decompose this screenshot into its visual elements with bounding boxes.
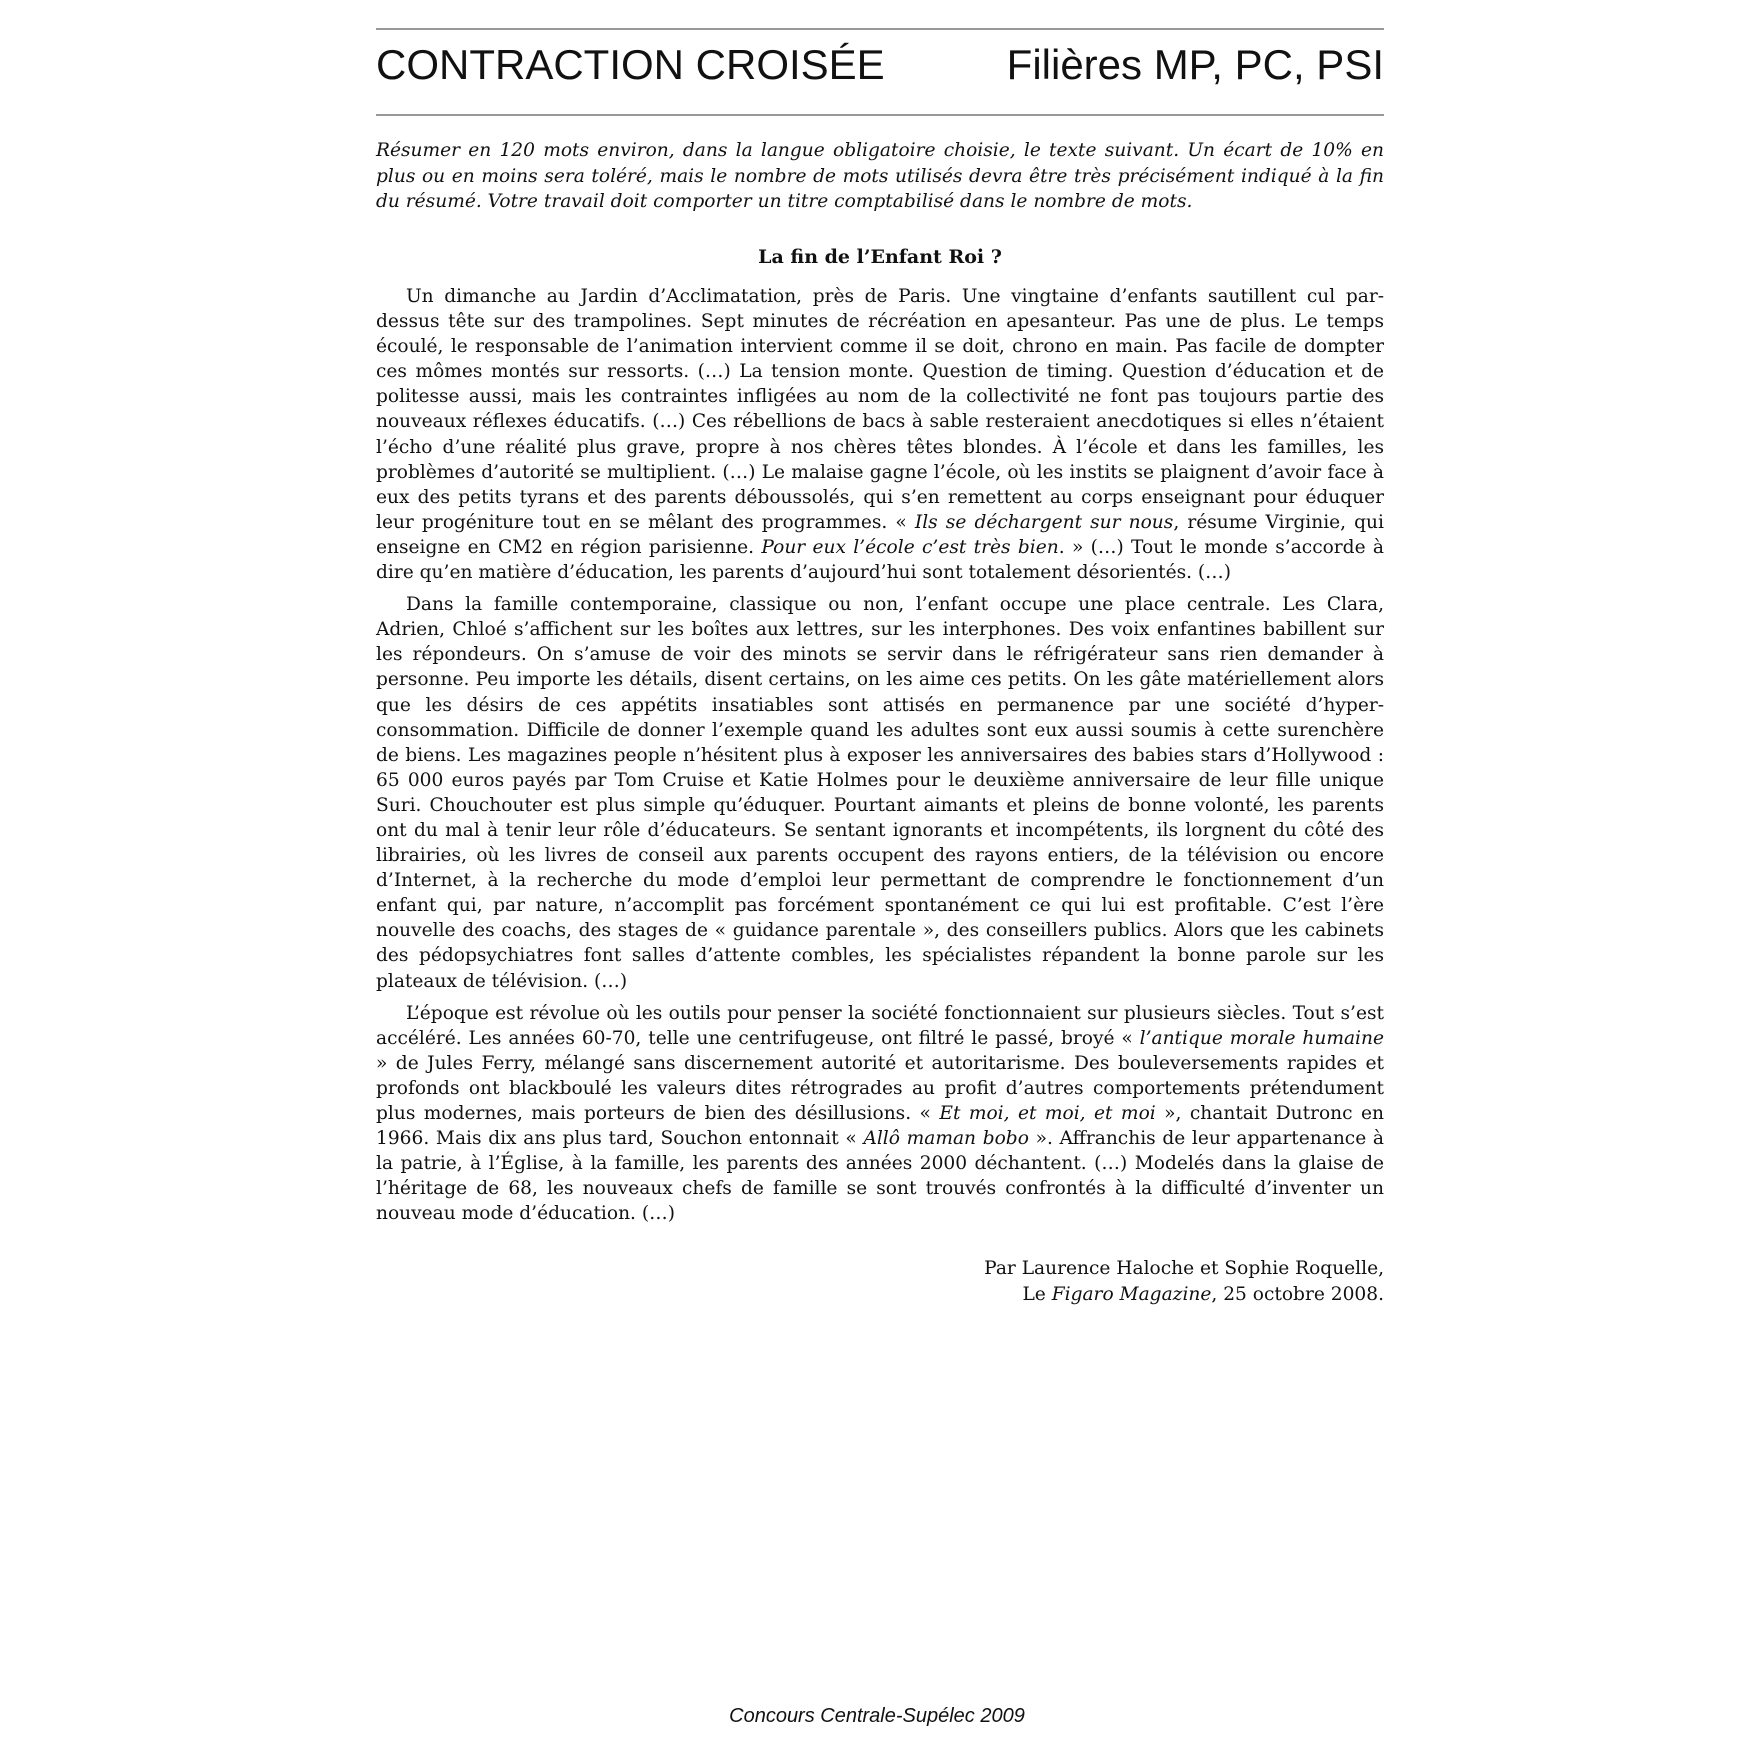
text-run: », chantait Dutronc en 1966. Mais dix ans plus tard, Souchon entonnait «: [376, 1103, 1384, 1150]
text-run: ». Affranchis de leur appartenance à la patrie, à l’Église, à la famille, les parents des années 2000 déchantent. (…) Modelés dans la glaise de l’héritage de 68, les nouveaux chefs de famille se sont trouvés confrontés à la difficulté d’inventer un nouveau mode d’éducation. (…): [376, 1128, 1384, 1225]
quote-run: Allô maman bobo: [863, 1128, 1029, 1150]
publication-date: , 25 octobre 2008.: [1211, 1283, 1384, 1305]
page-footer: Concours Centrale-Supélec 2009: [729, 1705, 1025, 1727]
text-run: » de Jules Ferry, mélangé sans discernement autorité et autoritarisme. Des bouleversements rapides et profonds ont blackboulé les valeurs dites rétrogrades au profit d’autres comportements prétendument plus modernes, mais porteurs de bien des désillusions. «: [376, 1052, 1384, 1124]
attribution: [376, 1256, 1384, 1306]
magazine-name: Figaro Magazine: [1051, 1283, 1212, 1305]
exam-page: [376, 28, 1384, 1307]
article-paragraph-1: [376, 284, 1384, 585]
quote-run: Ils se déchargent sur nous: [914, 511, 1174, 533]
article-paragraph-2: Dans la famille contemporaine, classique ou non, l’enfant occupe une place centrale. Les Clara, Adrien, Chloé s’affichent sur les boîtes aux lettres, sur les interphones. Des voix enfantines babillent sur les répondeurs. On s’amuse de voir des minots se servir dans le réfrigérateur sans rien demander à personne. Peu importe les détails, disent certains, on les aime ces petits. On les gâte matériellement alors que les désirs de ces appétits insatiables sont attisés en permanence par une société d’hyper-consommation. Difficile de donner l’exemple quand les adultes sont eux aussi soumis à cette surenchère de biens. Les magazines people n’hésitent plus à exposer les anniversaires des babies stars d’Hollywood : 65 000 euros payés par Tom Cruise et Katie Holmes pour le deuxième anniversaire de leur fille unique Suri. Chouchouter est plus simple qu’éduquer. Pourtant aimants et pleins de bonne volonté, les parents ont du mal à tenir leur rôle d’éducateurs. Se sentant ignorants et incompétents, ils lorgnent du côté des librairies, où les livres de conseil aux parents occupent des rayons entiers, de la télévision ou encore d’Internet, à la recherche du mode d’emploi leur permettant de comprendre le fonctionnement d’un enfant qui, par nature, n’accomplit pas forcément spontanément ce qui lui est profitable. C’est l’ère nouvelle des coachs, des stages de « guidance parentale », des conseillers publics. Alors que les cabinets des pédopsychiatres font salles d’attente combles, les spécialistes répandent la bonne parole sur les plateaux de télévision. (…): [376, 594, 1384, 992]
text-run: L’époque est révolue où les outils pour penser la société fonctionnaient sur plusieurs siècles. Tout s’est accéléré. Les années 60-70, telle une centrifugeuse, ont filtré le passé, broyé «: [376, 1002, 1384, 1049]
article-title: La fin de l’Enfant Roi ?: [758, 246, 1002, 268]
text-run: . » (…) Tout le monde s’accorde à dire qu’en matière d’éducation, les parents d’aujourd’hui sont totalement désorientés. (…): [376, 536, 1384, 584]
quote-run: Et moi, et moi, et moi: [939, 1103, 1156, 1124]
quote-run: l’antique morale humaine: [1139, 1027, 1384, 1049]
exam-title: CONTRACTION CROISÉE: [376, 41, 885, 88]
text-run: , résume Virginie, qui enseigne en CM2 en région parisienne.: [376, 511, 1384, 558]
article-paragraph-3: [376, 1001, 1384, 1227]
source: [376, 1282, 1384, 1307]
text-run: Un dimanche au Jardin d’Acclimatation, près de Paris. Une vingtaine d’enfants sautillent cul par-dessus tête sur des trampolines. Sept minutes de récréation en apesanteur. Pas une de plus. Le temps écoulé, le responsable de l’animation intervient comme il se doit, chrono en main. Pas facile de dompter ces mômes montés sur ressorts. (…) La tension monte. Question de timing. Question d’éducation et de politesse aussi, mais les contraintes infligées au nom de la collectivité ne font pas toujours partie des nouveaux réflexes éducatifs. (…) Ces rébellions de bacs à sable resteraient anecdotiques si elles n’étaient l’écho d’une réalité plus grave, propre à nos chères têtes blondes. À l’école et dans les familles, les problèmes d’autorité se multiplient. (…) Le malaise gagne l’école, où les instits se plaignent d’avoir face à eux des petits tyrans et des parents déboussolés, qui s’en remettent au corps enseignant pour éduquer leur progéniture tout en se mêlant des programmes. «: [376, 286, 1384, 533]
source-prefix: Le: [1022, 1283, 1052, 1305]
exam-streams: Filières MP, PC, PSI: [1006, 41, 1384, 88]
header-rule: [376, 114, 1384, 116]
instructions: Résumer en 120 mots environ, dans la langue obligatoire choisie, le texte suivant. Un écart de 10% en plus ou en moins sera toléré, mais le nombre de mots utilisés devra être très précisément indiqué à la fin du résumé. Votre travail doit comporter un titre comptabilisé dans le nombre de mots.: [376, 140, 1384, 212]
authors: Par Laurence Haloche et Sophie Roquelle,: [984, 1258, 1384, 1280]
quote-run: Pour eux l’école c’est très bien: [761, 536, 1059, 558]
page-header: [376, 30, 1384, 114]
